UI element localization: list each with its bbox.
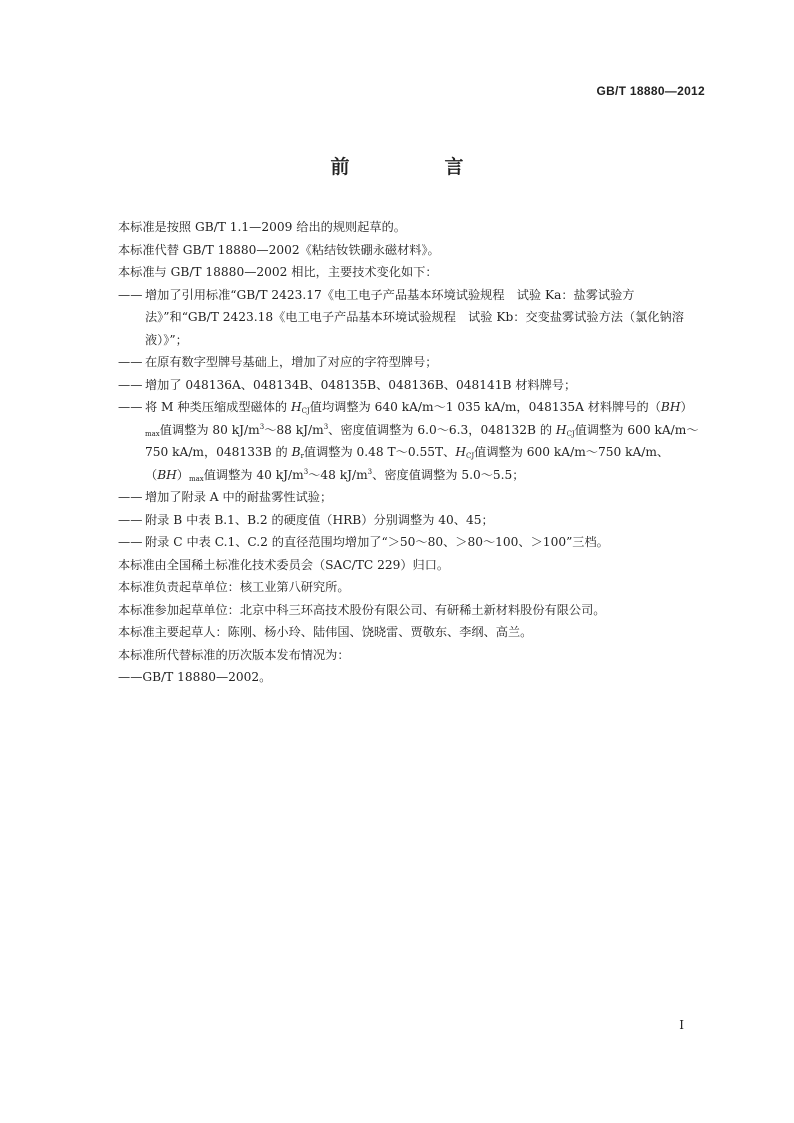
paragraph-history-item: ——GB/T 18880—2002。: [118, 670, 272, 684]
dash-marker: ——: [118, 400, 143, 414]
paragraph-committee: 本标准由全国稀土标准化技术委员会（SAC/TC 229）归口。: [118, 557, 450, 572]
dash-marker: ——: [118, 287, 143, 302]
change-item: [118, 486, 706, 509]
change-text: 增加了引用标准“GB/T 2423.17《电工电子产品基本环境试验规程 试验 Ka：盐雾试验方法》”和“GB/T 2423.18《电工电子产品基本环境试验规程 试验 Kb：交变盐雾试验方法（氯化钠溶液）》”；: [145, 287, 684, 347]
change-text: 在原有数字型牌号基础上，增加了对应的字符型牌号；: [145, 355, 438, 369]
change-item: [118, 509, 706, 532]
dash-marker: ——: [118, 490, 143, 504]
change-text: 附录 B 中表 B.1、B.2 的硬度值（HRB）分别调整为 40、45；: [145, 512, 494, 527]
dash-marker: ——: [118, 535, 143, 549]
change-item: [118, 374, 706, 397]
change-text: 增加了附录 A 中的耐盐雾性试验；: [145, 490, 333, 504]
change-item: [118, 531, 706, 554]
change-text: 附录 C 中表 C.1、C.2 的直径范围均增加了“＞50～80、＞80～100、＞100”三档。: [145, 535, 609, 549]
paragraph-replaces: 本标准代替 GB/T 18880—2002《粘结钕铁硼永磁材料》。: [118, 242, 440, 257]
dash-marker: ——: [118, 377, 143, 392]
change-item-magnet-values: [118, 396, 706, 486]
standard-code-header: GB/T 18880—2012: [596, 84, 705, 98]
paragraph-drafters: 本标准主要起草人：陈刚、杨小玲、陆伟国、饶晓雷、贾敬东、李纲、高兰。: [118, 625, 533, 639]
page-number: I: [679, 1018, 684, 1032]
change-text: 增加了 048136A、048134B、048135B、048136B、048141B 材料牌号；: [145, 377, 577, 392]
paragraph-history-intro: 本标准所代替标准的历次版本发布情况为：: [118, 647, 350, 662]
section-title: 前 言: [330, 156, 502, 178]
paragraph-responsible-unit: 本标准负责起草单位：核工业第八研究所。: [118, 580, 350, 594]
paragraph-changes-intro: 本标准与 GB/T 18880—2002 相比，主要技术变化如下：: [118, 265, 438, 279]
foreword-body: [118, 216, 706, 689]
change-item: [118, 284, 706, 352]
dash-marker: ——: [118, 512, 143, 527]
paragraph-basis: 本标准是按照 GB/T 1.1—2009 给出的规则起草的。: [118, 220, 406, 234]
dash-marker: ——: [118, 355, 143, 369]
change-text: 将 M 种类压缩成型磁体的 $H_{CJ}$值均调整为 640 kA/m～1 035 kA/m，048135A 材料牌号的$(BH)_{max}$值调整为 80 $kJ/m^3\sim 88$ $kJ/m^3$、密度值调整为 6.0～6.3，048132B 的 $H_{CJ}$值调整为 600 kA/m～750 kA/m，048133B 的 $B_r$值调整为 0.48 T～0.55T、$H_{CJ}$值调整为 600 kA/m～750 kA/m、$(BH)_{max}$值调整为 40 $kJ/m^3\sim 48$ $kJ/m^3$、密度值调整为 5.0～5.5；: [145, 400, 699, 483]
paragraph-participating-units: 本标准参加起草单位：北京中科三环高技术股份有限公司、有研稀土新材料股份有限公司。: [118, 602, 606, 617]
change-item: [118, 351, 706, 374]
